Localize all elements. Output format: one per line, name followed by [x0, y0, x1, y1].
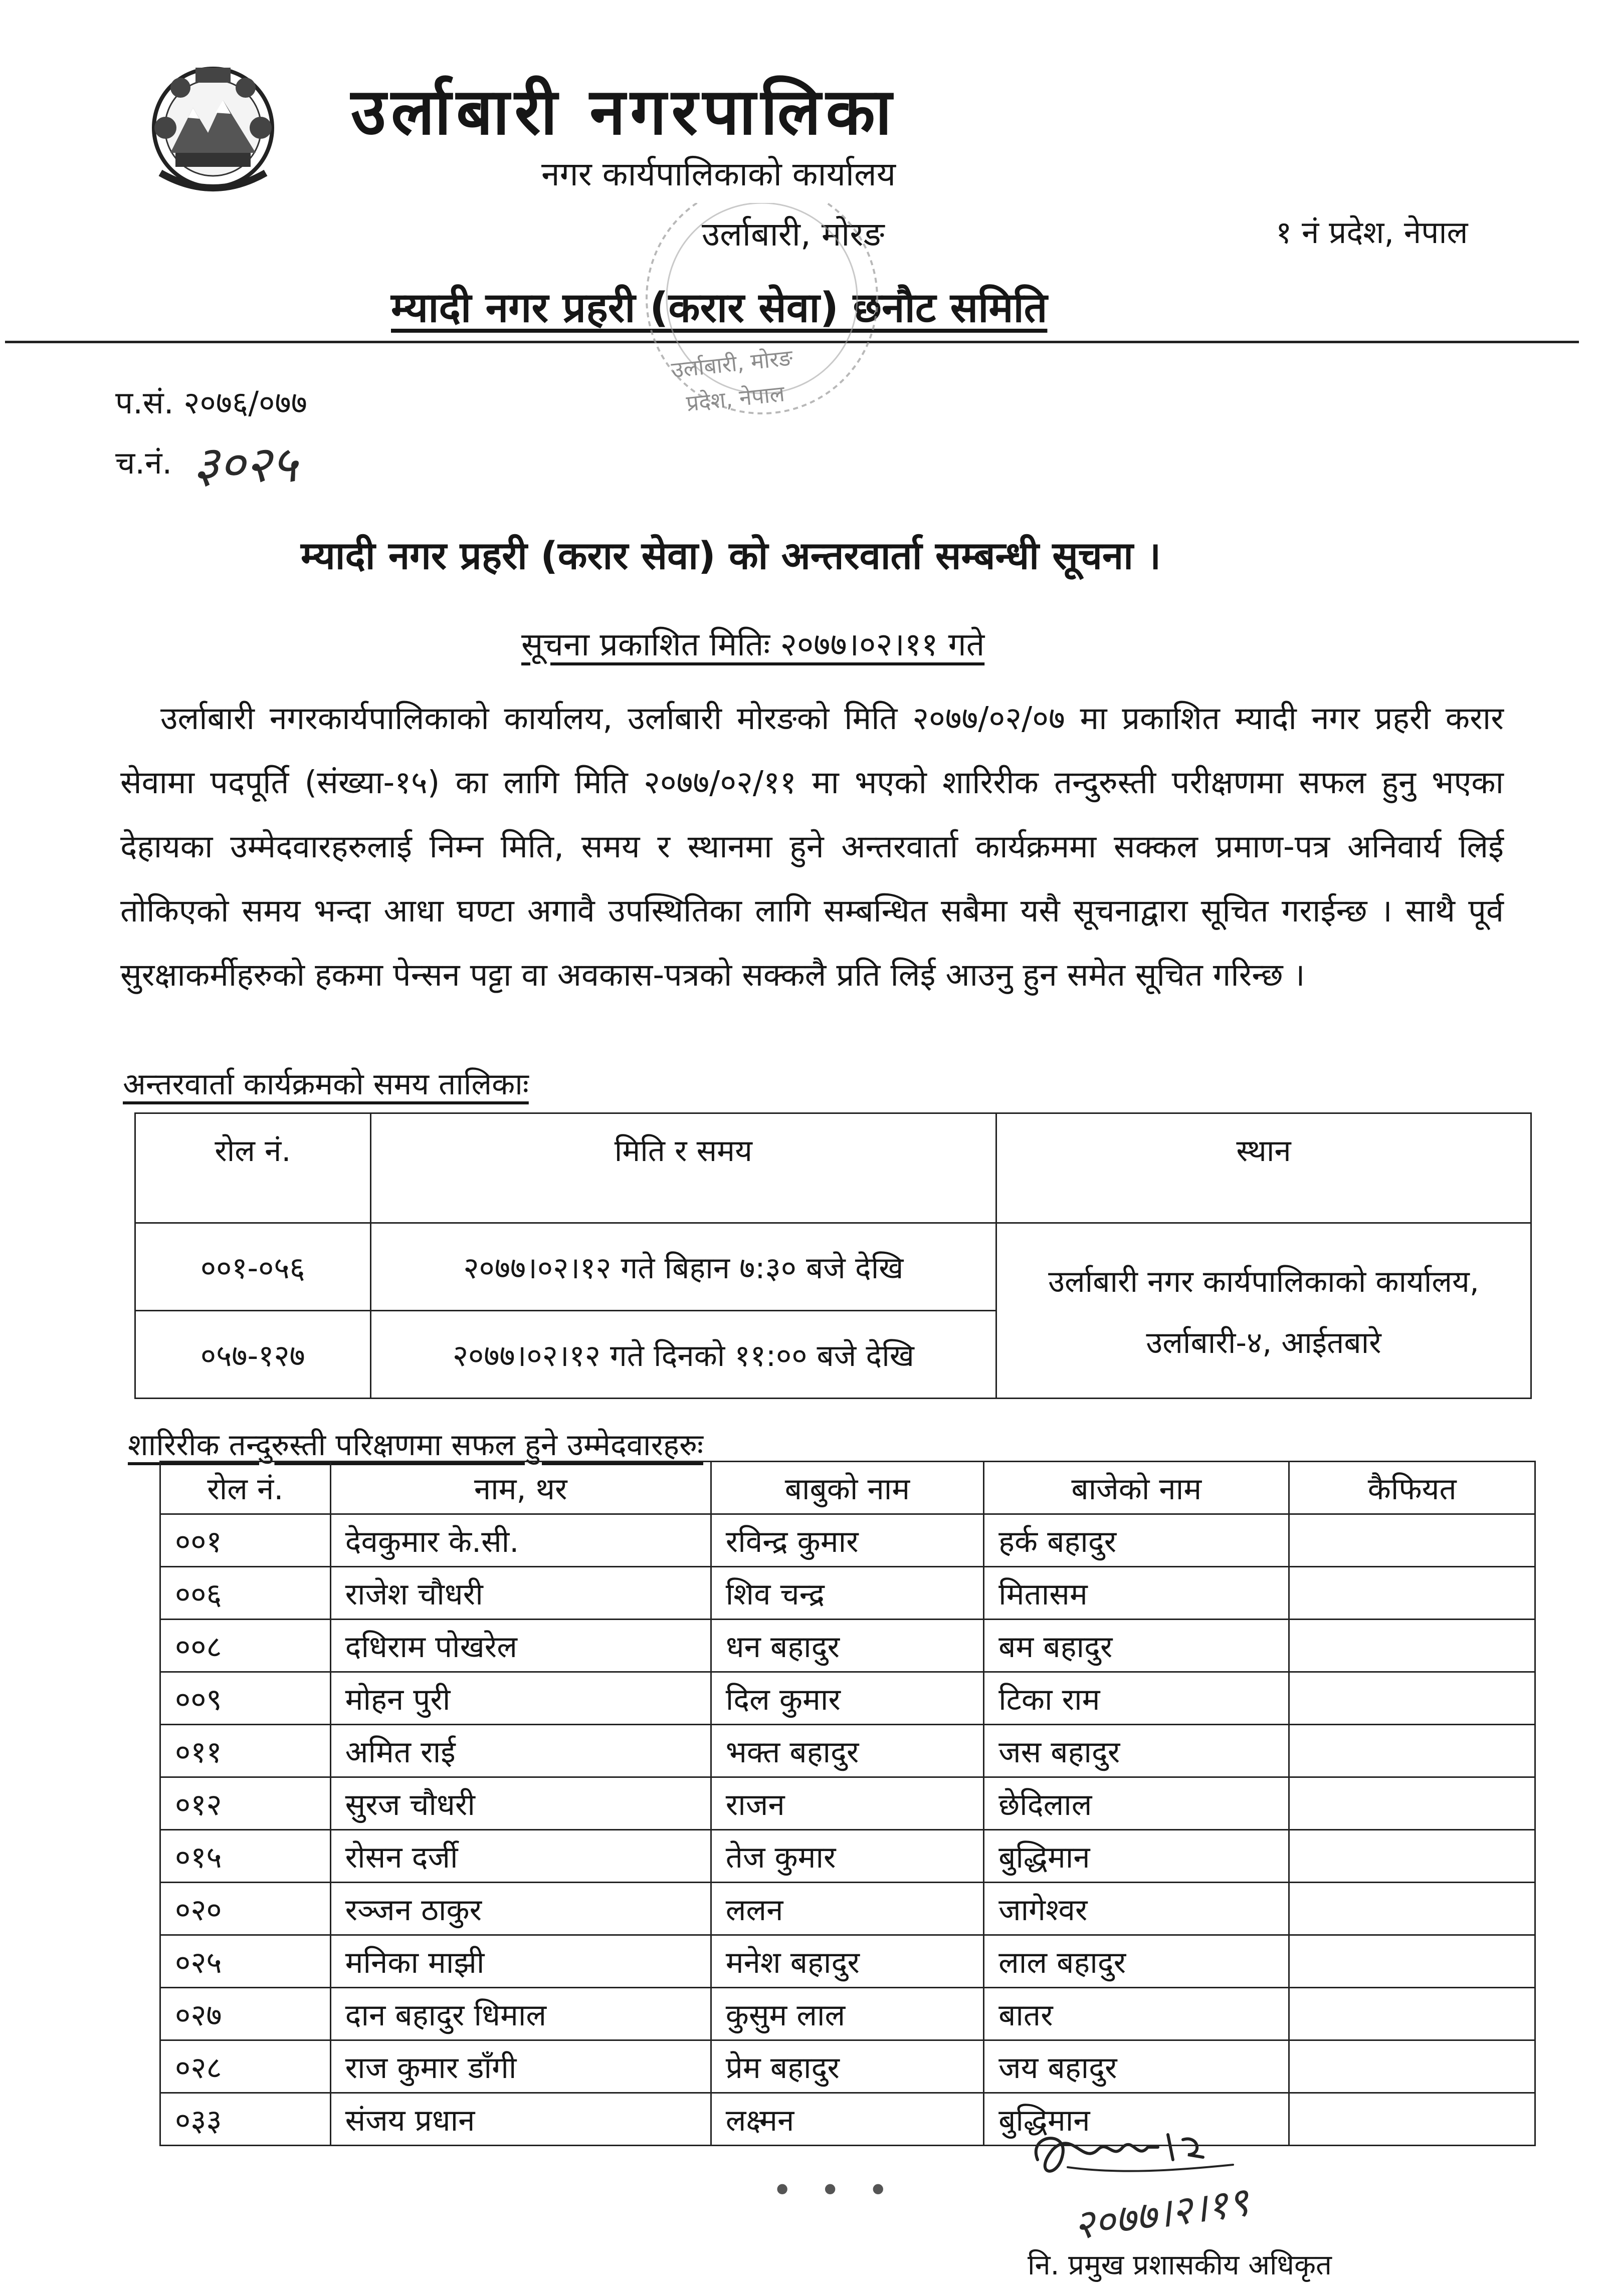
father-name: ललन [711, 1883, 983, 1935]
roll-number: ०२० [160, 1883, 331, 1935]
officer-title: नि. प्रमुख प्रशासकीय अधिकृत [1028, 2249, 1332, 2281]
candidate-name: अमित राई [330, 1725, 711, 1777]
table-row [160, 2093, 1535, 2146]
grandfather-name: लाल बहादुर [984, 1935, 1289, 1988]
official-stamp-icon [612, 203, 892, 433]
interview-schedule-table [134, 1112, 1532, 1399]
father-name: तेज कुमार [711, 1830, 983, 1883]
grandfather-name: टिका राम [984, 1672, 1289, 1725]
stamp-line2: प्रदेश, नेपाल [685, 381, 786, 417]
roll-number: ०२७ [160, 1988, 331, 2040]
column-header: मिति र समय [370, 1113, 996, 1223]
column-header: नाम, थर [330, 1462, 711, 1514]
table-row [160, 1567, 1535, 1620]
column-header: बाजेको नाम [984, 1462, 1289, 1514]
interview-datetime: २०७७।०२।१२ गते बिहान ७:३० बजे देखि [370, 1223, 996, 1311]
column-header: बाबुको नाम [711, 1462, 983, 1514]
candidate-name: दधिराम पोखरेल [330, 1620, 711, 1672]
table-row [160, 1620, 1535, 1672]
table-row [160, 1988, 1535, 2040]
office-subtitle: नगर कार्यपालिकाको कार्यालय [541, 155, 896, 193]
candidate-name: रोसन दर्जी [330, 1830, 711, 1883]
municipality-title: उर्लाबारी नगरपालिका [351, 75, 897, 149]
father-name: धन बहादुर [711, 1620, 983, 1672]
candidate-name: राजेश चौधरी [330, 1567, 711, 1620]
father-name: राजन [711, 1777, 983, 1830]
roll-number: ००६ [160, 1567, 331, 1620]
table-row [160, 1830, 1535, 1883]
candidate-name: मनिका माझी [330, 1935, 711, 1988]
interview-venue [996, 1223, 1531, 1399]
column-header: रोल नं. [160, 1462, 331, 1514]
grandfather-name: मितासम [984, 1567, 1289, 1620]
remarks [1289, 1620, 1535, 1672]
table-row [160, 1672, 1535, 1725]
remarks [1289, 1883, 1535, 1935]
father-name: मनेश बहादुर [711, 1935, 983, 1988]
grandfather-name: हर्क बहादुर [984, 1514, 1289, 1567]
table-header-row [135, 1113, 1531, 1223]
roll-number: ००९ [160, 1672, 331, 1725]
candidates-table [159, 1461, 1536, 2146]
grandfather-name: बुद्धिमान [984, 2093, 1289, 2146]
father-name: भक्त बहादुर [711, 1725, 983, 1777]
roll-number: ०२८ [160, 2040, 331, 2093]
column-header: स्थान [996, 1113, 1531, 1223]
grandfather-name: जय बहादुर [984, 2040, 1289, 2093]
column-header: रोल नं. [135, 1113, 371, 1223]
notice-title: म्यादी नगर प्रहरी (करार सेवा) को अन्तरवार्ता सम्बन्धी सूचना । [301, 533, 1161, 578]
stamp-line1: उर्लाबारी, मोरङ [670, 345, 794, 383]
grandfather-name: छेदिलाल [984, 1777, 1289, 1830]
continuation-dots: • • • [772, 2170, 897, 2211]
remarks [1289, 1935, 1535, 1988]
published-date: सूचना प्रकाशित मितिः २०७७।०२।११ गते [521, 626, 985, 663]
remarks [1289, 1830, 1535, 1883]
candidate-name: देवकुमार के.सी. [330, 1514, 711, 1567]
remarks [1289, 1725, 1535, 1777]
province-label: १ नं प्रदेश, नेपाल [1276, 214, 1468, 251]
table-row [160, 1725, 1535, 1777]
table-row [160, 1935, 1535, 1988]
remarks [1289, 1777, 1535, 1830]
roll-range: ००१-०५६ [135, 1223, 371, 1311]
table-row [160, 1514, 1535, 1567]
table-row [160, 1883, 1535, 1935]
father-name: दिल कुमार [711, 1672, 983, 1725]
roll-number: ०११ [160, 1725, 331, 1777]
father-name: लक्ष्मन [711, 2093, 983, 2146]
grandfather-name: बुद्धिमान [984, 1830, 1289, 1883]
remarks [1289, 2040, 1535, 2093]
roll-number: ०१२ [160, 1777, 331, 1830]
dispatch-label: च.नं. [115, 444, 172, 481]
roll-number: ००१ [160, 1514, 331, 1567]
dispatch-number: ३०२५ [193, 435, 297, 494]
remarks [1289, 1672, 1535, 1725]
roll-number: ०३३ [160, 2093, 331, 2146]
candidate-name: रञ्जन ठाकुर [330, 1883, 711, 1935]
interview-datetime: २०७७।०२।१२ गते दिनको ११:०० बजे देखि [370, 1311, 996, 1399]
roll-number: ०२५ [160, 1935, 331, 1988]
nepal-emblem-icon [140, 53, 286, 203]
roll-number: ००८ [160, 1620, 331, 1672]
schedule-heading: अन्तरवार्ता कार्यक्रमको समय तालिकाः [123, 1067, 529, 1102]
grandfather-name: जागेश्वर [984, 1883, 1289, 1935]
remarks [1289, 1988, 1535, 2040]
remarks [1289, 2093, 1535, 2146]
candidate-name: संजय प्रधान [330, 2093, 711, 2146]
venue-line: उर्लाबारी-४, आईतबारे [1146, 1325, 1381, 1360]
fiscal-year-ref: प.सं. २०७६/०७७ [115, 384, 307, 421]
roll-range: ०५७-१२७ [135, 1311, 371, 1399]
candidate-name: मोहन पुरी [330, 1672, 711, 1725]
roll-number: ०१५ [160, 1830, 331, 1883]
notice-body: उर्लाबारी नगरकार्यपालिकाको कार्यालय, उर्लाबारी मोरङको मिति २०७७/०२/०७ मा प्रकाशित म्यादी नगर प्रहरी करार सेवामा पदपूर्ति (संख्या-१५) का लागि मिति २०७७/०२/११ मा भएको शारिरीक तन्दुरुस्ती परीक्षणमा सफल हुनु भएका देहायका उम्मेदवारहरुलाई निम्न मिति, समय र स्थानमा हुने अन्तरवार्ता कार्यक्रममा सक्कल प्रमाण-पत्र अनिवार्य लिई तोकिएको समय भन्दा आधा घण्टा अगावै उपस्थितिका लागि सम्बन्धित सबैमा यसै सूचनाद्वारा सूचित गराईन्छ । साथै पूर्व सुरक्षाकर्मीहरुको हकमा पेन्सन पट्टा वा अवकास-पत्रको सक्कलै प्रति लिई आउनु हुन समेत सूचित गरिन्छ । [120, 700, 1504, 993]
office-location: उर्लाबारी, मोरङ [702, 215, 885, 254]
grandfather-name: बम बहादुर [984, 1620, 1289, 1672]
candidates-heading: शारिरीक तन्दुरुस्ती परिक्षणमा सफल हुने उम्मेदवारहरुः [128, 1428, 704, 1463]
candidate-name: राज कुमार डाँगी [330, 2040, 711, 2093]
signature-date: २०७७।२।१९ [1070, 2178, 1252, 2249]
candidate-name: सुरज चौधरी [330, 1777, 711, 1830]
father-name: कुसुम लाल [711, 1988, 983, 2040]
grandfather-name: बातर [984, 1988, 1289, 2040]
remarks [1289, 1514, 1535, 1567]
candidate-name: दान बहादुर धिमाल [330, 1988, 711, 2040]
table-row [160, 2040, 1535, 2093]
father-name: शिव चन्द्र [711, 1567, 983, 1620]
venue-line: उर्लाबारी नगर कार्यपालिकाको कार्यालय, [1048, 1264, 1479, 1299]
table-header-row [160, 1462, 1535, 1514]
remarks [1289, 1567, 1535, 1620]
committee-title: म्यादी नगर प्रहरी (करार सेवा) छनौट समिति [391, 284, 1048, 332]
father-name: रविन्द्र कुमार [711, 1514, 983, 1567]
father-name: प्रेम बहादुर [711, 2040, 983, 2093]
table-row [135, 1223, 1531, 1311]
grandfather-name: जस बहादुर [984, 1725, 1289, 1777]
table-row [160, 1777, 1535, 1830]
column-header: कैफियत [1289, 1462, 1535, 1514]
